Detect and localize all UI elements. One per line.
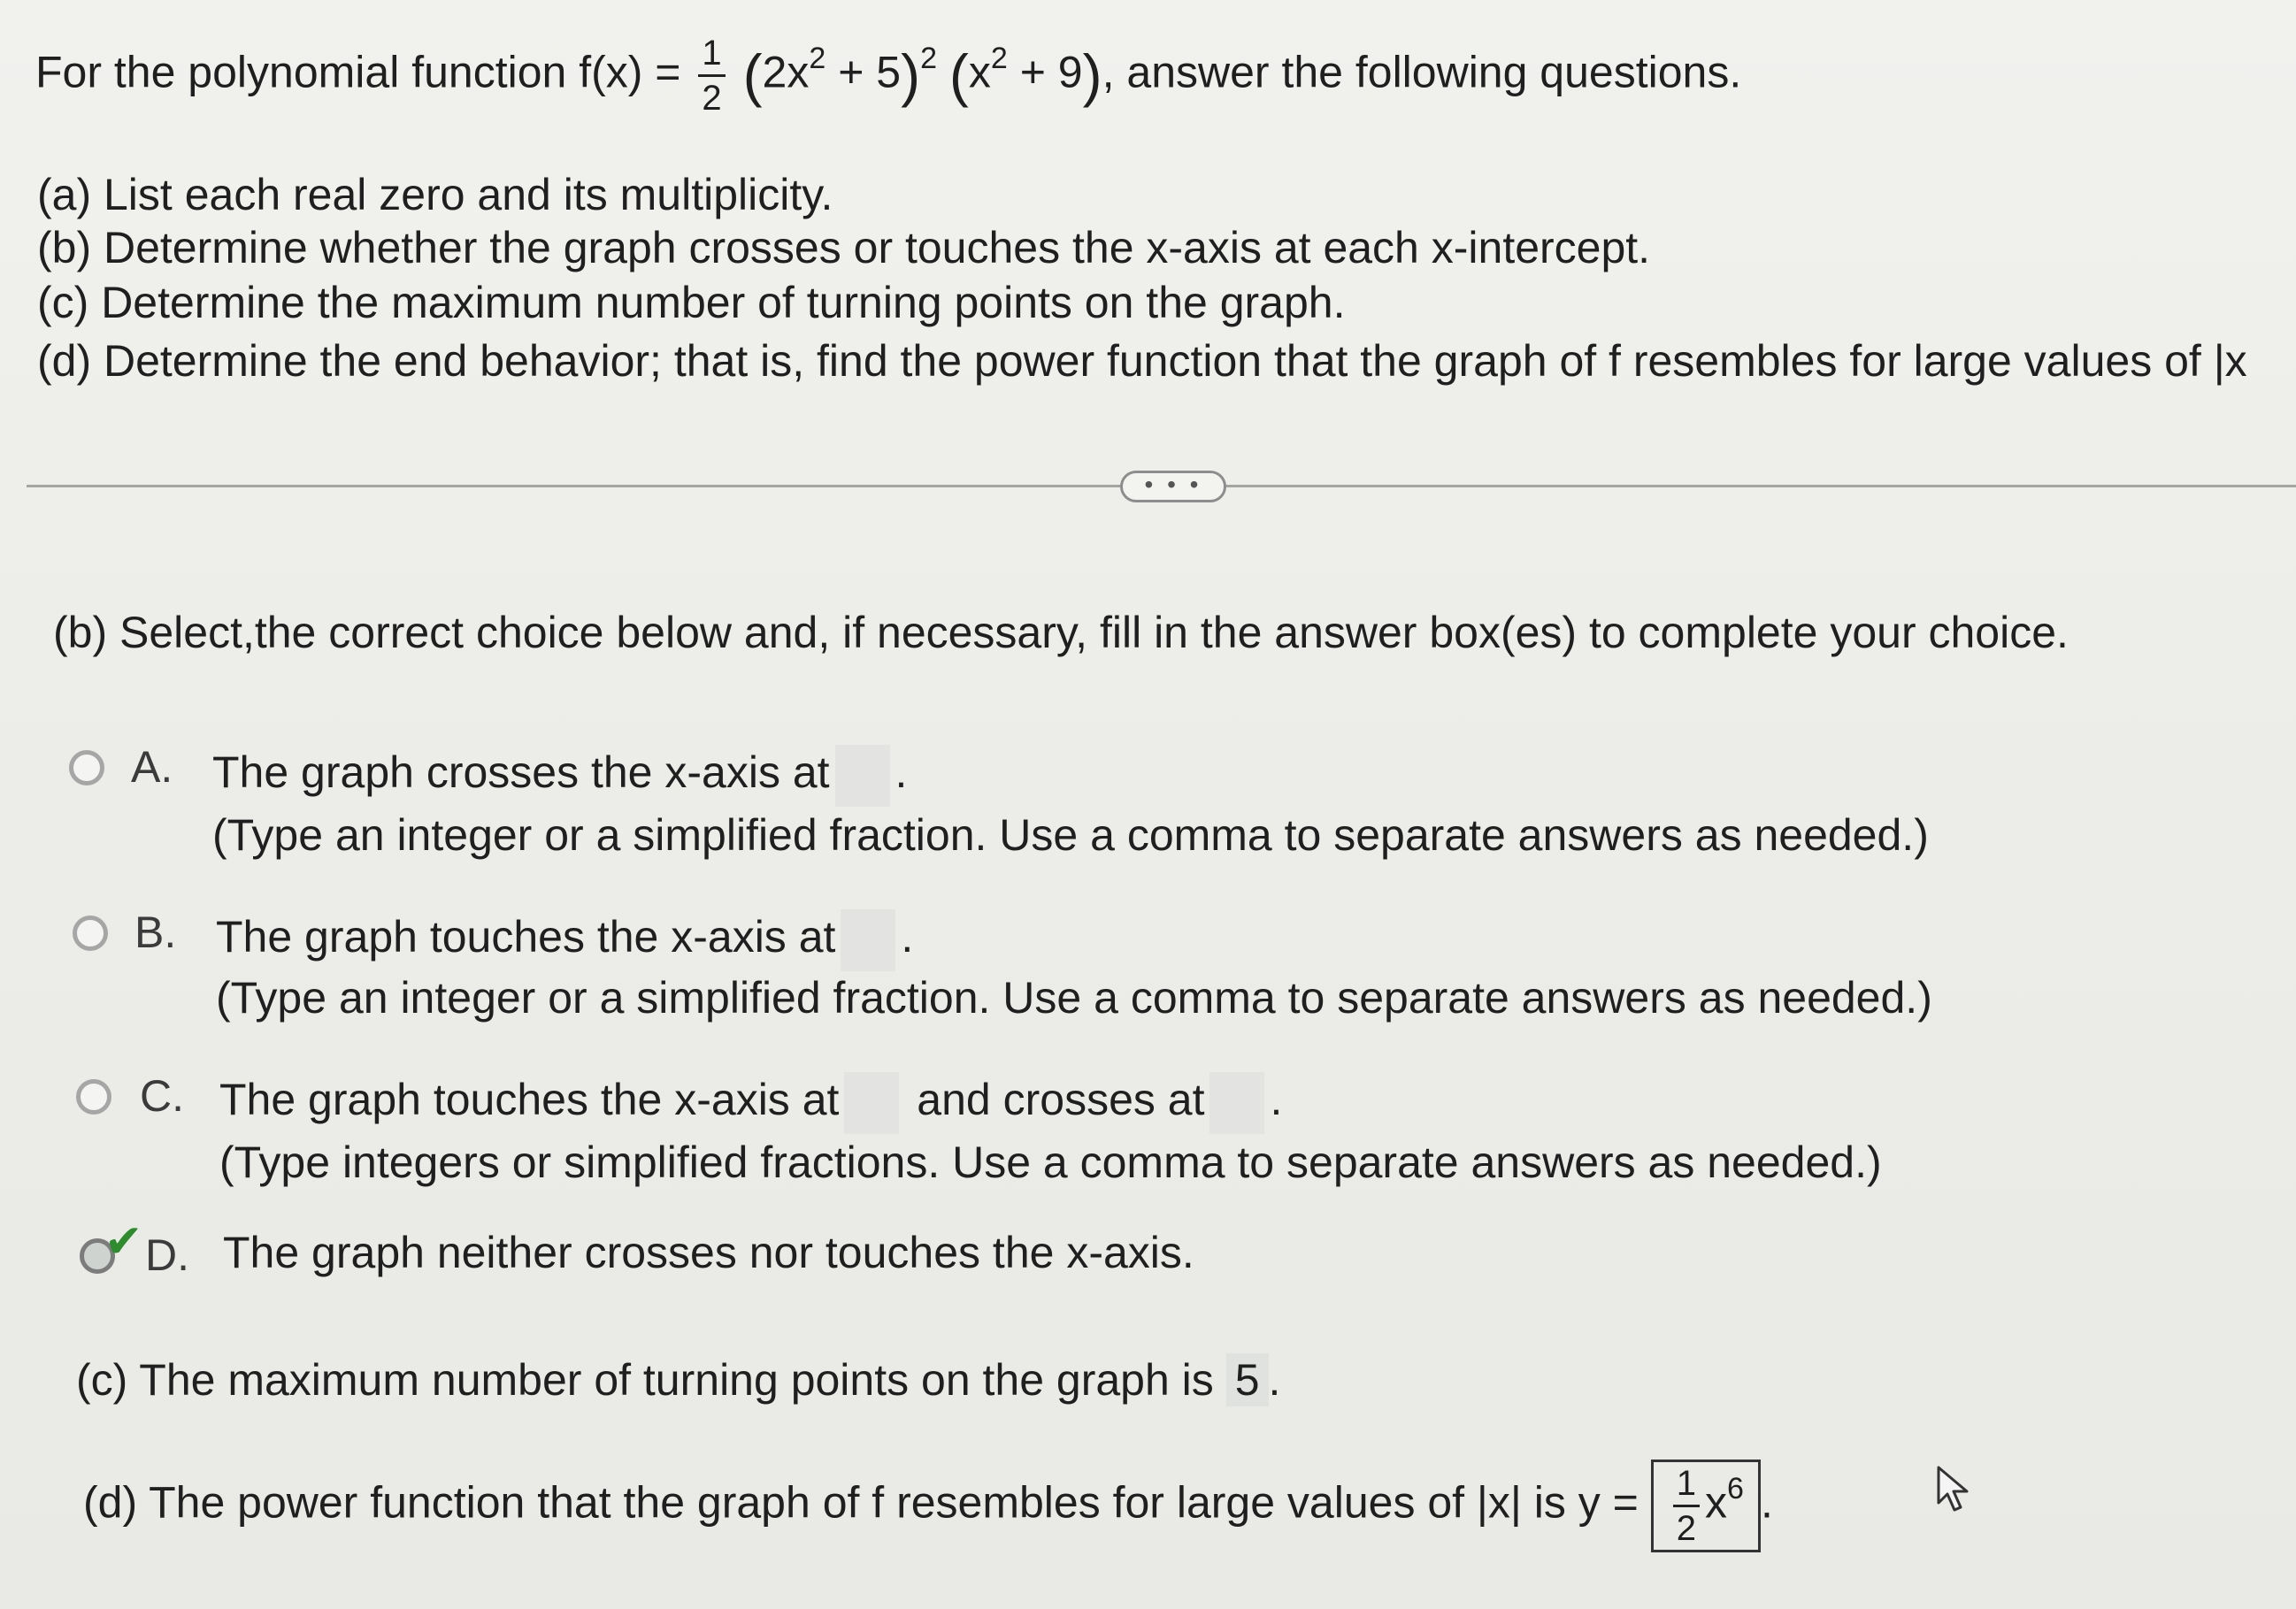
choice-c-touch-box[interactable]	[844, 1072, 899, 1134]
part-d-answer-text: (d) The power function that the graph of f resembles for large values of |x| is y =	[83, 1477, 1639, 1528]
choice-a-letter: A.	[131, 742, 173, 792]
choice-a-hint: (Type an integer or a simplified fraction. Use a comma to separate answers as needed.)	[212, 810, 1929, 860]
check-icon: ✔	[104, 1216, 143, 1268]
part-a-text: (a) List each real zero and its multiplicity.	[37, 170, 833, 219]
choice-c-cross-box[interactable]	[1209, 1072, 1264, 1134]
choice-a-answer-box[interactable]	[835, 745, 890, 807]
choice-b-text: The graph touches the x-axis at	[216, 912, 836, 962]
choice-d-letter: D.	[145, 1230, 189, 1280]
part-d-row: (d) The power function that the graph of f resembles for large values of |x| is y = $\frac{1}{2}$ $x^6$ .	[83, 1460, 1773, 1552]
choice-c-hint: (Type integers or simplified fractions. Use a comma to separate answers as needed.)	[219, 1138, 1882, 1187]
more-options-button[interactable]: • • •	[1120, 471, 1226, 502]
choice-c-radio[interactable]	[76, 1079, 111, 1115]
choice-b-letter: B.	[134, 908, 177, 957]
part-c-answer[interactable]: 5	[1226, 1353, 1269, 1406]
choice-a-row: The graph crosses the x-axis at .	[212, 745, 907, 807]
coefficient-fraction: $\frac{1}{2}$	[698, 35, 725, 116]
choice-d-text: The graph neither crosses nor touches the x-axis.	[223, 1228, 1194, 1277]
choice-c-letter: C.	[140, 1071, 184, 1121]
part-d-answer-fraction: $\frac{1}{2}$	[1673, 1466, 1700, 1546]
choice-b-row: The graph touches the x-axis at .	[216, 909, 913, 971]
part-b-prompt: (b) Select,the correct choice below and, if necessary, fill in the answer box(es) to complete your choice.	[53, 608, 2069, 657]
choice-c-row: The graph touches the x-axis at and crosses at .	[219, 1072, 1282, 1134]
question-statement: For the polynomial function f(x) = $\frac{1}{2}$ $(2x^2 + 5)^2$ $(x^2 + 9)$, answer the following questions.	[35, 34, 1742, 118]
choice-a-text: The graph crosses the x-axis at	[212, 747, 830, 798]
part-c-answer-text: (c) The maximum number of turning points on the graph is	[76, 1355, 1214, 1405]
question-tail: , answer the following questions.	[1102, 47, 1742, 97]
part-d-answer-box[interactable]: $\frac{1}{2}$ $x^6$	[1651, 1460, 1761, 1552]
part-b-text: (b) Determine whether the graph crosses or touches the x-axis at each x-intercept.	[37, 223, 1651, 272]
choice-a-radio[interactable]	[69, 750, 104, 785]
choice-c-text2: and crosses at	[917, 1075, 1205, 1125]
mouse-cursor-icon	[1933, 1464, 1974, 1513]
choice-b-answer-box[interactable]	[841, 909, 895, 971]
choice-b-hint: (Type an integer or a simplified fraction. Use a comma to separate answers as needed.)	[216, 973, 1932, 1023]
question-intro: For the polynomial function f(x) =	[35, 47, 681, 97]
choice-b-radio[interactable]	[73, 916, 108, 951]
part-d-text: (d) Determine the end behavior; that is, find the power function that the graph of f resembles for large values of |x	[37, 336, 2247, 386]
part-c-row: (c) The maximum number of turning points on the graph is 5 .	[76, 1355, 1281, 1405]
part-c-text: (c) Determine the maximum number of turning points on the graph.	[37, 278, 1346, 327]
choice-c-text: The graph touches the x-axis at	[219, 1075, 840, 1125]
